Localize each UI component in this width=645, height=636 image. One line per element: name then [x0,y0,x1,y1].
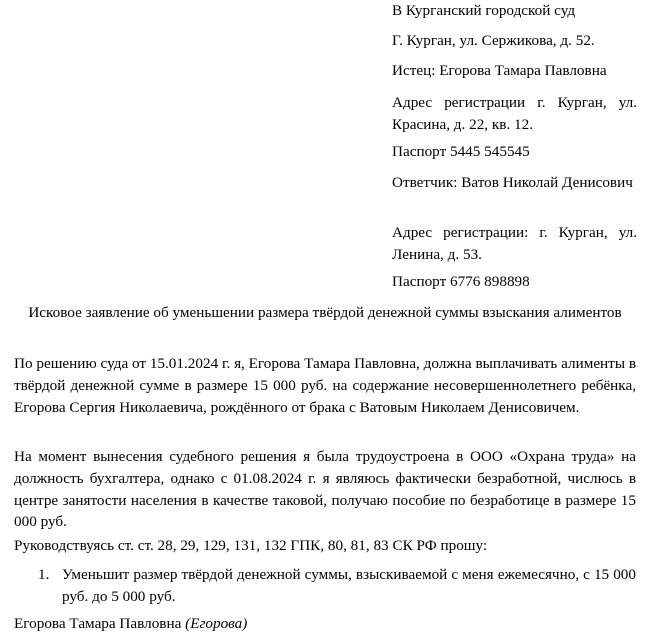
signature-mark: (Егорова) [185,615,248,632]
defendant-passport: Паспорт 6776 898898 [392,273,530,290]
defendant-name: Ответчик: Ватов Николай Денисович [392,174,633,191]
paragraph-legal-basis: Руководствуясь ст. ст. 28, 29, 129, 131, 132 ГПК, 80, 81, 83 СК РФ прошу: [14,537,488,554]
request-list-item [14,564,636,608]
paragraph-court-decision: По решению суда от 15.01.2024 г. я, Егорова Тамара Павловна, должна выплачивать алименты в твёрдой денежной сумме в размере 15 000 руб. на содержание несовершеннолетнего ребёнка, Егорова Сергия Николаевича, рождённого от брака с Ватовым Николаем Денисовичем. [14,355,636,416]
plaintiff-name: Истец: Егорова Тамара Павловна [392,62,607,79]
court-name: В Курганский городской суд [392,2,576,19]
plaintiff-passport: Паспорт 5445 545545 [392,143,530,160]
request-number: 1. [38,566,50,583]
signature-line [14,613,247,635]
plaintiff-address: Адрес регистрации г. Курган, ул. Красина, д. 22, кв. 12. [392,94,637,133]
document-title: Исковое заявление об уменьшении размера твёрдой денежной суммы взыскания алиментов [28,304,622,321]
court-address: Г. Курган, ул. Сержикова, д. 52. [392,32,595,49]
signature-name: Егорова Тамара Павловна [14,615,182,632]
defendant-address: Адрес регистрации: г. Курган, ул. Ленина, д. 53. [392,224,637,263]
request-text: Уменьшит размер твёрдой денежной суммы, взыскиваемой с меня ежемесячно, с 15 000 руб. до 5 000 руб. [62,566,636,605]
paragraph-employment: На момент вынесения судебного решения я была трудоустроена в ООО «Охрана труда» на должность бухгалтера, однако с 01.08.2024 г. я являюсь фактически безработной, числюсь в центре занятости населения в качестве таковой, получаю пособие по безработице в размере 15 000 руб. [14,448,636,531]
